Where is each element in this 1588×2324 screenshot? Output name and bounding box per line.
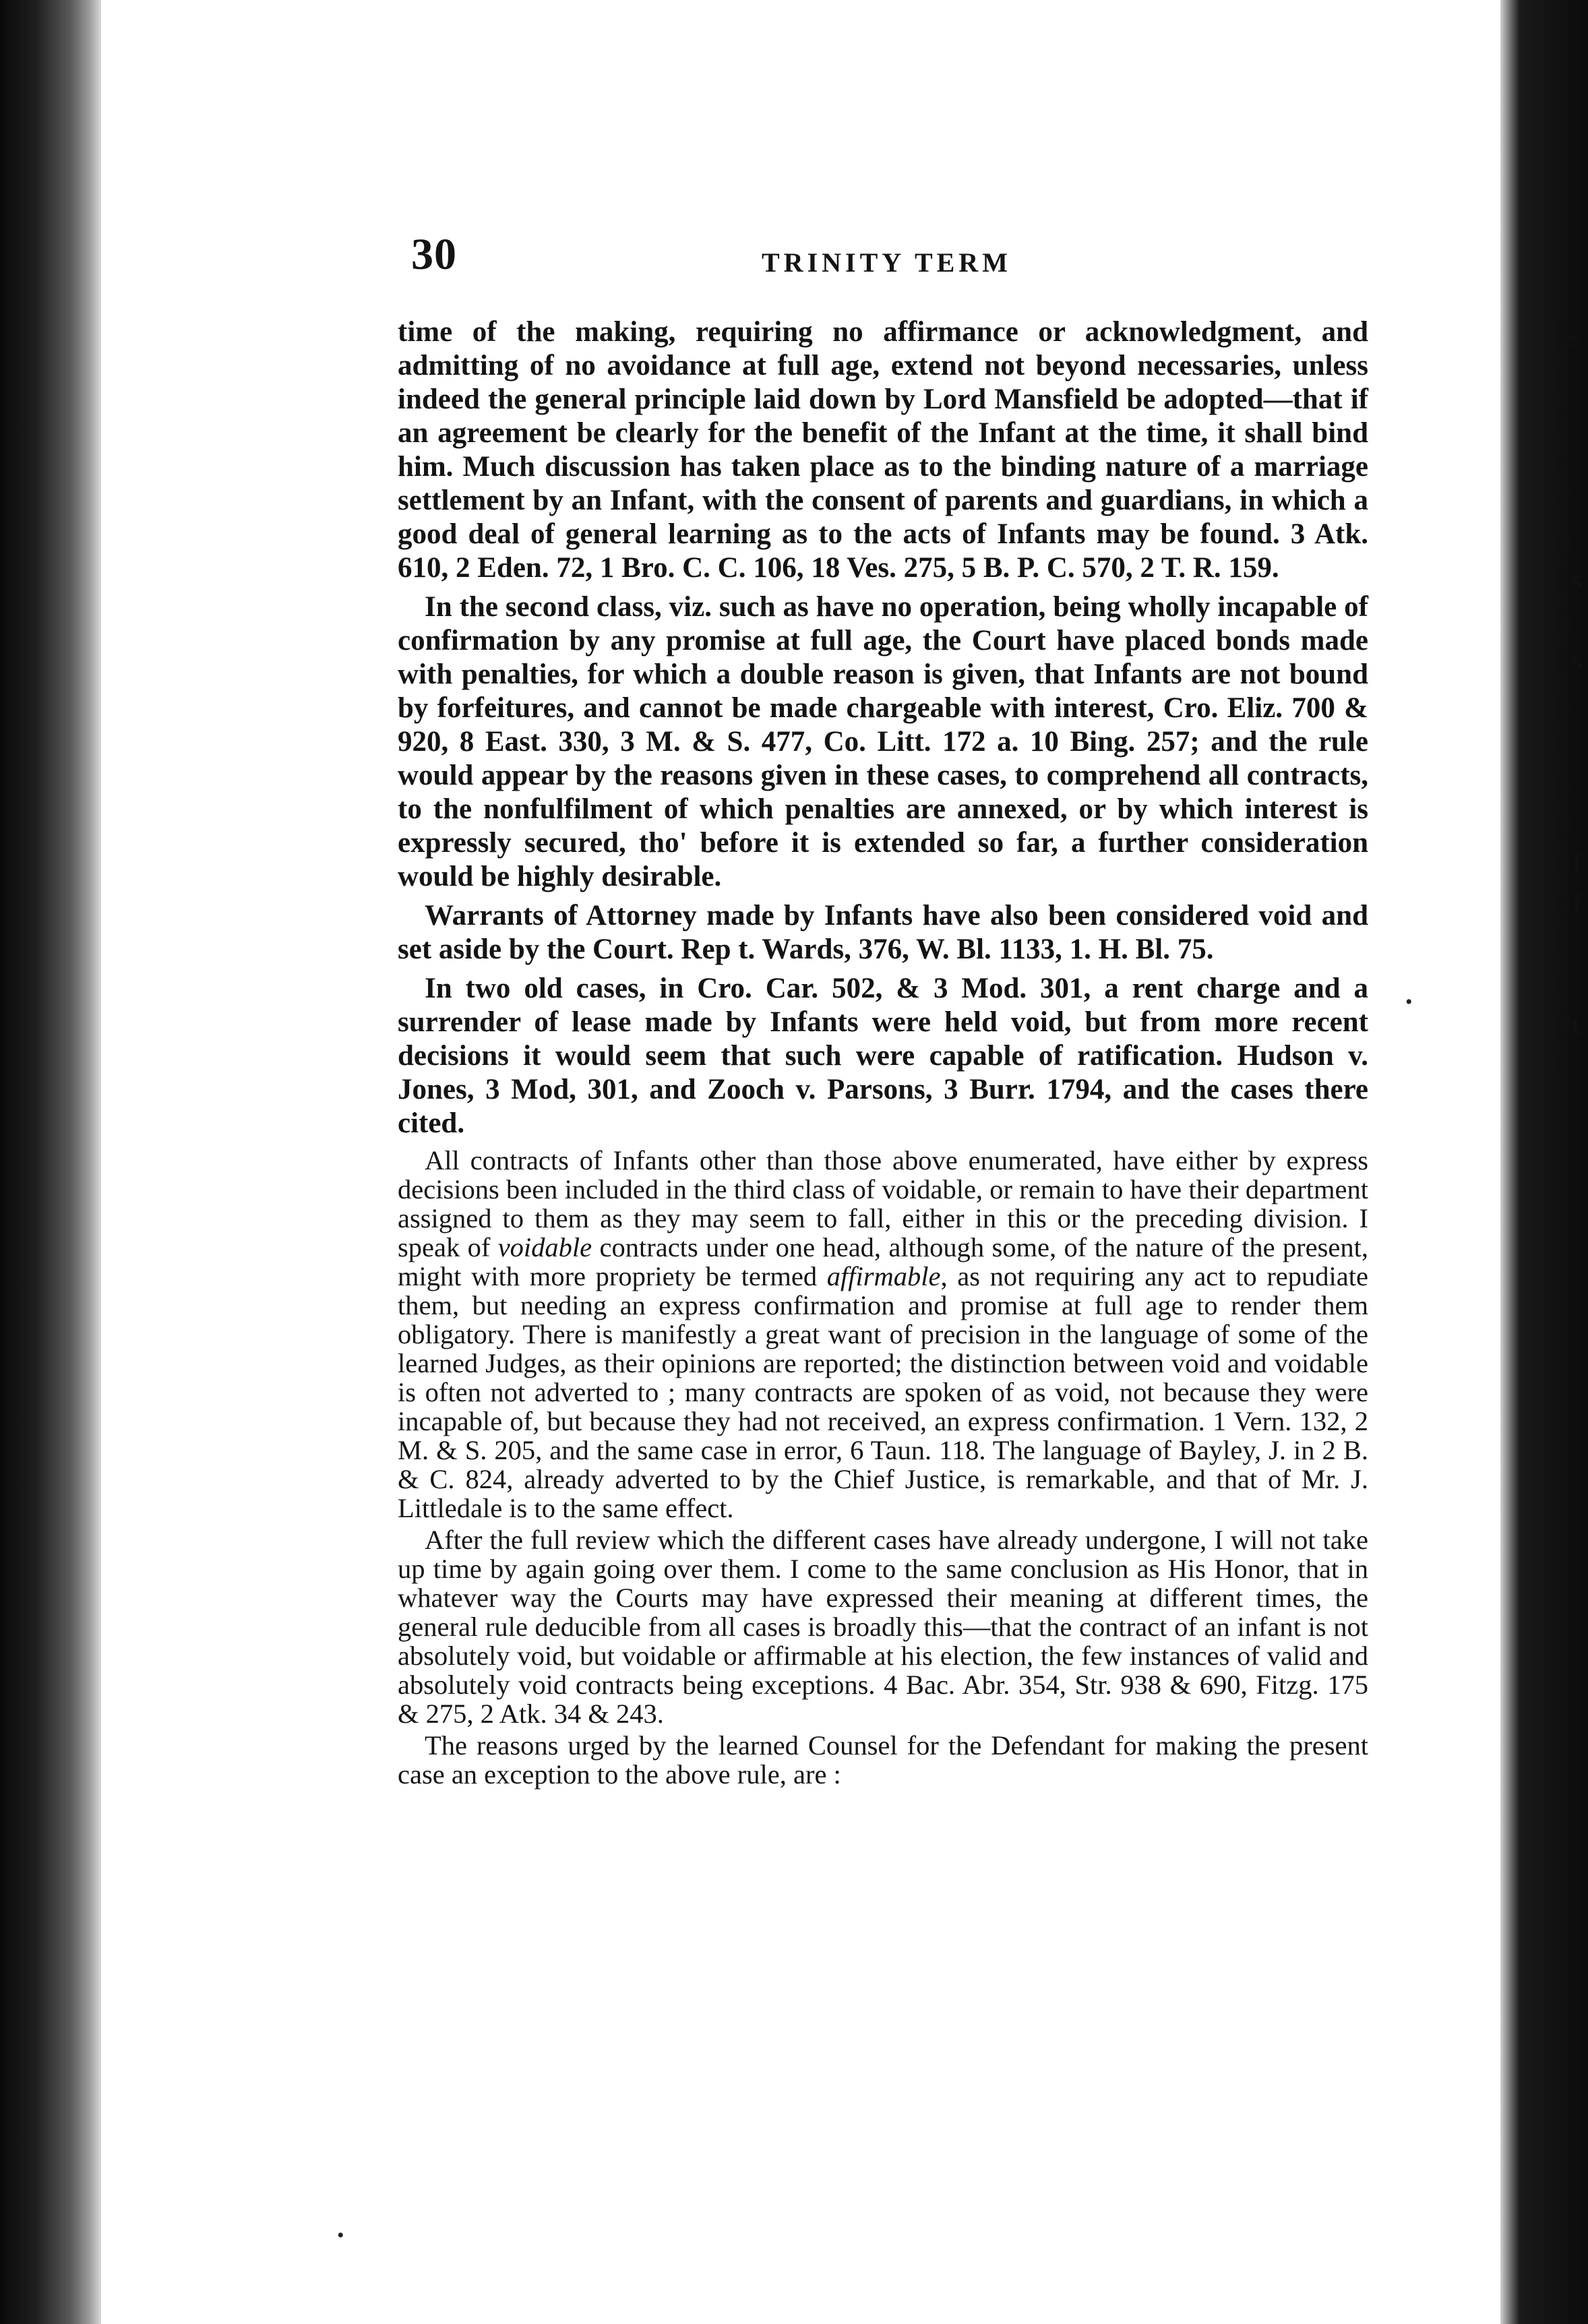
- paragraph-warrants-of-attorney: Warrants of Attorney made by Infants have also been considered void and set aside by the Court. Rep t. Wards, 376, W. Bl. 1133, 1. H. Bl. 75.: [398, 900, 1368, 965]
- paragraph-contracts-of-infants: [398, 1146, 1368, 1523]
- margin-mark: •: [337, 2224, 344, 2246]
- body-text: [398, 315, 1368, 1792]
- paragraph-text-segment: , as not requiring any act to repudiate them, but needing an express confirmation and promise at full age to render them obligatory. There is manifestly a great want of precision in the language of some of the learned Judges, as their opinions are reported; the distinction between void and voidable is often not adverted to ; many contracts are spoken of as void, not because they were incapable of, but because they had not received, an express confirmation. 1 Vern. 132, 2 M. & S. 205, and the same case in error, 6 Taun. 118. The language of Bayley, J. in 2 B. & C. 824, already adverted to by the Chief Justice, is remarkable, and that of Mr. J. Littledale is to the same effect.: [398, 1261, 1368, 1523]
- paragraph-text-segment: All contracts of Infants other than those above enumerated, have either by express decisions been included in the third class of voidable, or remain to have their department assigned to them as they may seem to fall, either in this or the preceding division. I speak of: [398, 1145, 1368, 1262]
- paragraph-old-cases: In two old cases, in Cro. Car. 502, & 3 Mod. 301, a rent charge and a surrender of lease made by Infants were held void, but from more recent decisions it would seem that such were capable of ratification. Hudson v. Jones, 3 Mod, 301, and Zooch v. Parsons, 3 Burr. 1794, and the cases there cited.: [398, 973, 1368, 1139]
- margin-mark: •: [1405, 991, 1413, 1013]
- paragraph-text-segment: contracts under one head, although some, of the nature of the present, might with more propriety be termed: [398, 1232, 1368, 1291]
- paragraph-second-class: In the second class, viz. such as have no operation, being wholly incapable of confirmation by any promise at full age, the Court have placed bonds made with penalties, for which a double reason is given, that Infants are not bound by forfeitures, and cannot be made chargeable with interest, Cro. Eliz. 700 & 920, 8 East. 330, 3 M. & S. 477, Co. Litt. 172 a. 10 Bing. 257; and the rule would appear by the reasons given in these cases, to comprehend all contracts, to the nonfulfilment of which penalties are annexed, or by which interest is expressly secured, tho' before it is extended so far, a further consideration would be highly desirable.: [398, 591, 1368, 892]
- document-page: [398, 229, 1368, 2292]
- italic-term-voidable: voidable: [497, 1232, 592, 1262]
- book-gutter-shadow: [0, 0, 101, 2324]
- paragraph-general-rule: After the full review which the different cases have already undergone, I will not take up time by again going over them. I come to the same conclusion as His Honor, that in whatever way the Courts may have expressed their meaning at different times, the general rule deducible from all cases is broadly this—that the contract of an infant is not absolutely void, but voidable or affirmable at his election, the few instances of valid and absolutely void contracts being exceptions. 4 Bac. Abr. 354, Str. 938 & 690, Fitzg. 175 & 275, 2 Atk. 34 & 243.: [398, 1525, 1368, 1729]
- paragraph-necessaries: time of the making, requiring no affirmance or acknowledgment, and admitting of no avoidance at full age, extend not beyond necessaries, unless indeed the general principle laid down by Lord Mansfield be adopted—that if an agreement be clearly for the benefit of the Infant at the time, it shall bind him. Much discussion has taken place as to the binding nature of a marriage settlement by an Infant, with the consent of parents and guardians, in which a good deal of general learning as to the acts of Infants may be found. 3 Atk. 610, 2 Eden. 72, 1 Bro. C. C. 106, 18 Ves. 275, 5 B. P. C. 570, 2 T. R. 159.: [398, 316, 1368, 584]
- running-head: TRINITY TERM: [762, 247, 1012, 278]
- next-page-edge-letters: i s a j c v p f s k t s g a g p s f s f I e j t e: [1556, 322, 1582, 1080]
- italic-term-affirmable: affirmable: [826, 1261, 941, 1291]
- page-number: 30: [411, 230, 457, 279]
- paragraph-reasons-urged: The reasons urged by the learned Counsel for the Defendant for making the present case an exception to the above rule, are :: [398, 1730, 1368, 1790]
